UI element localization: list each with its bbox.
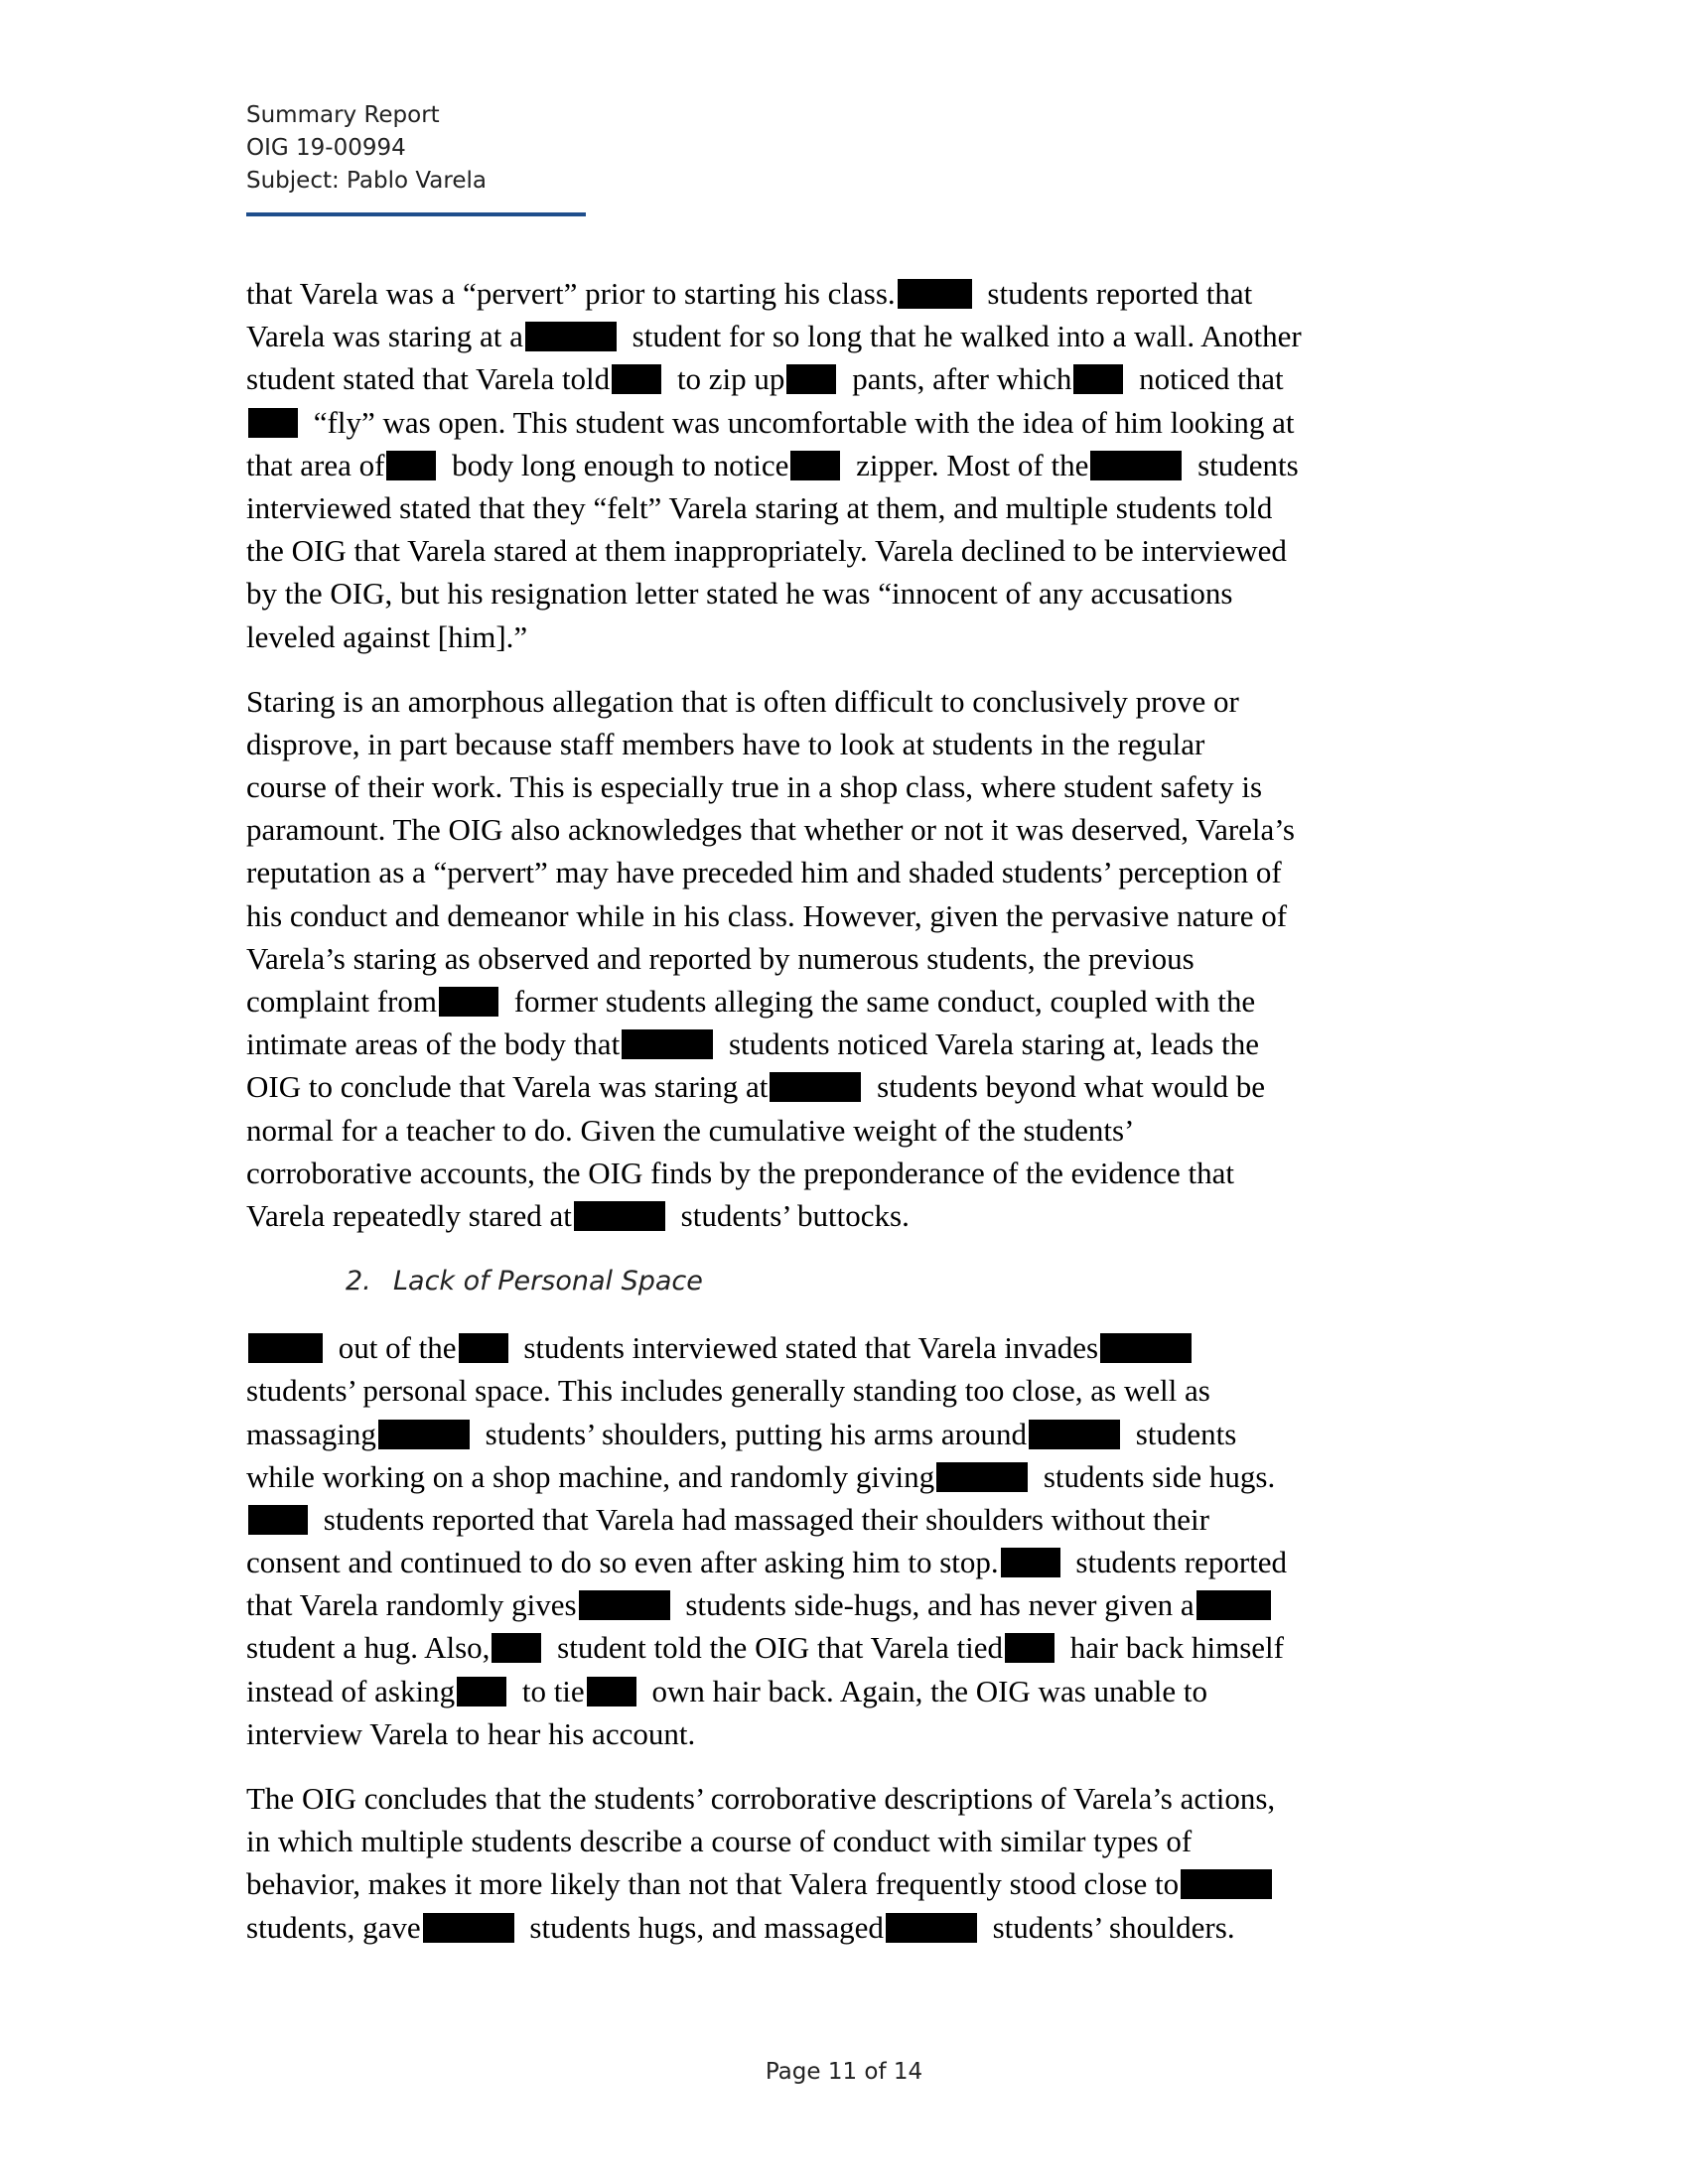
redaction (1090, 451, 1182, 480)
header-title: Summary Report (246, 102, 440, 128)
redaction (386, 451, 436, 480)
paragraph-spacer (246, 1755, 1477, 1777)
section-number: 2. (346, 1266, 371, 1297)
redaction (1029, 1420, 1120, 1449)
redaction (936, 1462, 1028, 1492)
text-line: that Varela was a “pervert” prior to starting his class. students reported that (246, 276, 1253, 311)
redaction (492, 1633, 541, 1663)
redaction (248, 1505, 308, 1535)
text-line: leveled against [him].” (246, 618, 528, 654)
paragraph-personal-space-conclusion (246, 1777, 1477, 1949)
page-number: Page 11 of 14 (765, 2059, 923, 2085)
report-header (246, 99, 487, 198)
header-subject: Subject: Pablo Varela (246, 168, 487, 194)
text-line: by the OIG, but his resignation letter stated he was “innocent of any accusations (246, 576, 1233, 612)
text-line: normal for a teacher to do. Given the cumulative weight of the students’ (246, 1112, 1135, 1148)
text-line: Staring is an amorphous allegation that is often difficult to conclusively prove or (246, 683, 1239, 719)
redaction (457, 1677, 506, 1706)
text-line: that area of body long enough to notice zipper. Most of the students (246, 447, 1299, 482)
text-line: massaging students’ shoulders, putting his arms around students (246, 1416, 1237, 1451)
section-title: Lack of Personal Space (393, 1266, 703, 1297)
redaction (790, 451, 840, 480)
text-line: student stated that Varela told to zip up pants, after which noticed that (246, 361, 1284, 397)
redaction (1073, 364, 1123, 394)
text-line: that Varela randomly gives students side-hugs, and has never given a (246, 1583, 1477, 1626)
text-line: The OIG concludes that the students’ corroborative descriptions of Varela’s actions, (246, 1781, 1276, 1816)
redaction (423, 1913, 514, 1943)
text-line: instead of asking to tie own hair back. Again, the OIG was unable to (246, 1673, 1208, 1708)
redaction (525, 322, 617, 351)
redaction (622, 1029, 713, 1059)
text-line: behavior, makes it more likely than not that Valera frequently stood close to (246, 1862, 1477, 1905)
text-line: consent and continued to do so even after asking him to stop. students reported (246, 1545, 1288, 1580)
redaction (1100, 1333, 1192, 1363)
redaction (786, 364, 836, 394)
redaction (886, 1913, 977, 1943)
section-heading-personal-space (246, 1259, 1477, 1304)
header-case-number: OIG 19-00994 (246, 135, 406, 161)
text-line: course of their work. This is especially true in a shop class, where student safety is (246, 769, 1263, 805)
redaction (898, 279, 972, 309)
redaction (1181, 1869, 1272, 1899)
text-line: in which multiple students describe a course of conduct with similar types of (246, 1824, 1193, 1859)
text-line: Varela was staring at a student for so long that he walked into a wall. Another (246, 319, 1302, 354)
text-line: out of the students interviewed stated that Varela invades (246, 1326, 1477, 1369)
text-line: interviewed stated that they “felt” Varela staring at them, and multiple students told (246, 489, 1273, 525)
redaction (248, 1333, 323, 1363)
text-line: while working on a shop machine, and randomly giving students side hugs. (246, 1458, 1276, 1494)
report-body (246, 272, 1477, 1949)
text-line: intimate areas of the body that students noticed Varela staring at, leads the (246, 1026, 1259, 1062)
paragraph-spacer (246, 658, 1477, 680)
text-line: student a hug. Also, student told the OIG that Varela tied hair back himself (246, 1630, 1284, 1666)
paragraph-spacer (246, 1304, 1477, 1326)
text-line: Varela repeatedly stared at students’ buttocks. (246, 1197, 910, 1233)
redaction (248, 408, 298, 438)
text-line: corroborative accounts, the OIG finds by the preponderance of the evidence that (246, 1155, 1235, 1190)
redaction (587, 1677, 636, 1706)
redaction (378, 1420, 470, 1449)
header-rule (246, 212, 586, 216)
text-line: Varela’s staring as observed and reported by numerous students, the previous (246, 940, 1195, 976)
redaction (1196, 1590, 1271, 1620)
text-line: paramount. The OIG also acknowledges that whether or not it was deserved, Varela’s (246, 812, 1295, 848)
redaction (574, 1201, 665, 1231)
paragraph-spacer (246, 1237, 1477, 1259)
redaction (579, 1590, 670, 1620)
redaction (459, 1333, 508, 1363)
text-line: disprove, in part because staff members have to look at students in the regular (246, 726, 1205, 761)
text-line: “fly” was open. This student was uncomfortable with the idea of him looking at (246, 401, 1477, 444)
text-line: students reported that Varela had massaged their shoulders without their (246, 1498, 1477, 1541)
paragraph-staring-findings (246, 272, 1477, 658)
text-line: OIG to conclude that Varela was staring at students beyond what would be (246, 1069, 1266, 1105)
text-line: complaint from former students alleging the same conduct, coupled with the (246, 984, 1256, 1019)
redaction (612, 364, 661, 394)
paragraph-staring-conclusion (246, 680, 1477, 1237)
redaction (770, 1072, 861, 1102)
text-line: his conduct and demeanor while in his class. However, given the pervasive nature of (246, 897, 1288, 933)
text-line: reputation as a “pervert” may have preceded him and shaded students’ perception of (246, 855, 1282, 890)
text-line: the OIG that Varela stared at them inappropriately. Varela declined to be interviewed (246, 533, 1287, 569)
redaction (1001, 1548, 1060, 1577)
redaction (1005, 1633, 1055, 1663)
paragraph-personal-space-findings (246, 1326, 1477, 1755)
text-line: students, gave students hugs, and massaged students’ shoulders. (246, 1909, 1235, 1945)
text-line: students’ personal space. This includes generally standing too close, as well as (246, 1373, 1210, 1409)
redaction (439, 987, 498, 1017)
text-line: interview Varela to hear his account. (246, 1715, 696, 1751)
